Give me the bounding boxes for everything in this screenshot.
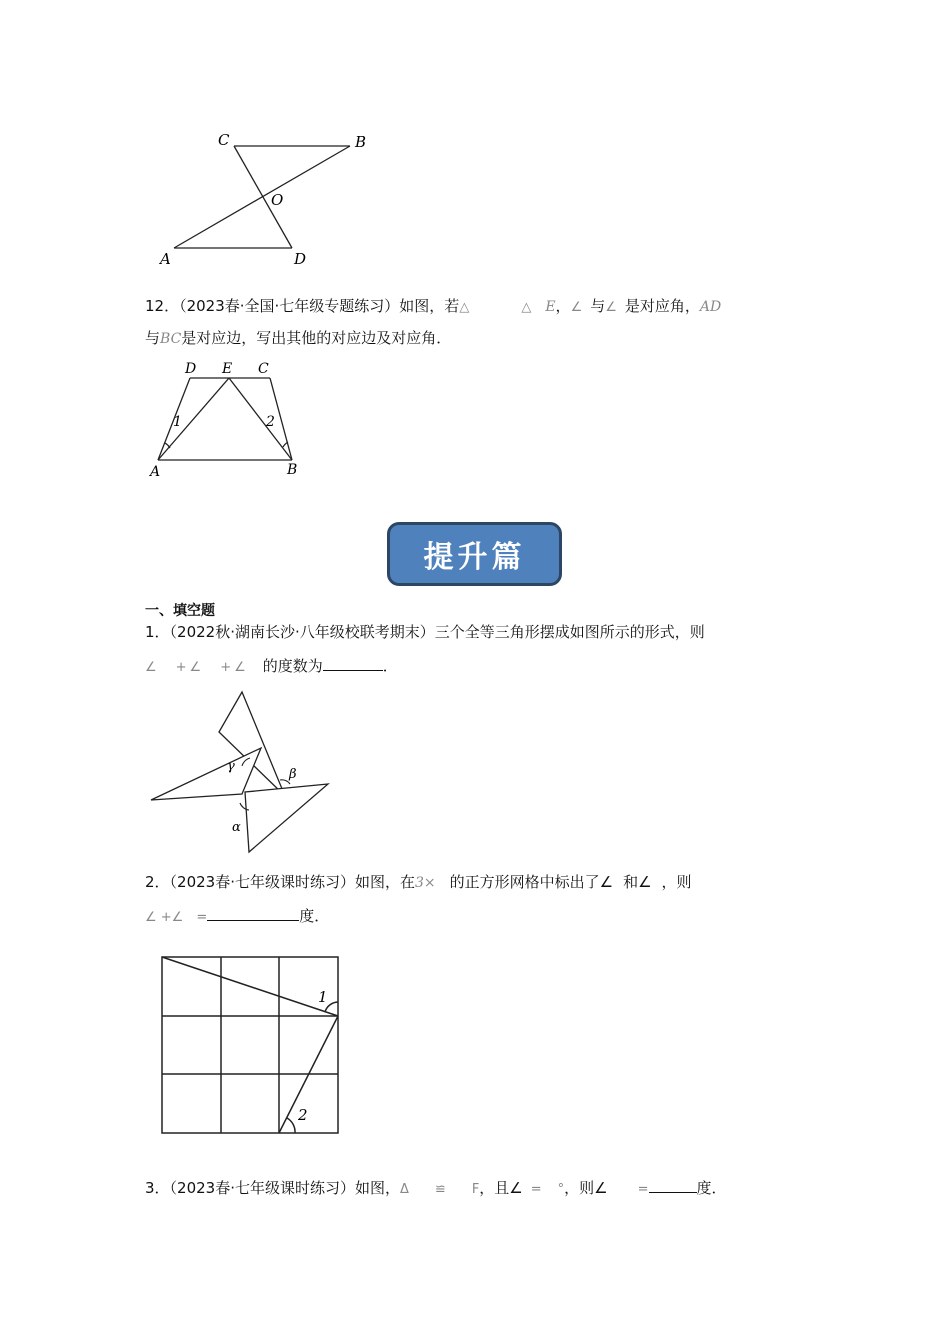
q2-answer-blank[interactable] — [207, 904, 299, 921]
q12-triangle-symbol: △ — [459, 300, 470, 315]
q3-congruent: ≌ — [434, 1182, 446, 1197]
q12-angle-2: ∠ — [605, 300, 617, 315]
q12-yu: 与 — [590, 297, 606, 315]
q12-bc: BC — [160, 331, 182, 347]
q3-line1 — [145, 1176, 727, 1200]
q12-line2 — [145, 328, 451, 349]
angle-2-arc — [287, 1118, 295, 1133]
label-d: D — [294, 250, 307, 268]
q2-line1 — [145, 872, 692, 893]
label-a: A — [150, 464, 161, 480]
q2-line2 — [145, 904, 329, 928]
q3-degree: ° — [557, 1182, 565, 1197]
grid-border — [162, 957, 338, 1133]
angle-1-arc — [165, 443, 170, 448]
section-banner — [387, 522, 562, 586]
q2-ze: ，则 — [661, 873, 692, 891]
q3-text3: ，则∠ — [564, 1179, 608, 1197]
label-o: O — [271, 191, 284, 209]
triangle-right — [245, 784, 328, 852]
figure-grid — [155, 950, 345, 1140]
label-c: C — [258, 361, 269, 377]
figure-crossed-triangles — [150, 125, 380, 275]
label-b: B — [287, 462, 298, 478]
label-a: A — [160, 250, 171, 268]
q3-unit: 度． — [696, 1179, 727, 1197]
q2-text2: 的正方形网格中标出了∠ — [449, 873, 614, 891]
q3-text2: ，且∠ — [479, 1179, 523, 1197]
label-c: C — [218, 131, 230, 149]
q2-number: 2． — [145, 873, 170, 891]
q12-line1 — [145, 296, 721, 318]
q12-ad: AD — [699, 299, 722, 315]
label-2: 2 — [298, 1106, 308, 1124]
q2-unit: 度． — [299, 907, 330, 925]
label-b: B — [355, 133, 367, 151]
q12-angle-1: ∠ — [570, 300, 583, 315]
q1-answer-blank[interactable] — [323, 654, 383, 671]
q2-text: （2023春·七年级课时练习）如图，在 — [169, 873, 415, 891]
q1-text: （2022秋·湖南长沙·八年级校联考期末）三个全等三角形摆成如图所示的形式，则 — [169, 623, 705, 641]
q12-source: （2023春·全国·七年级专题练习）如图，若 — [179, 297, 460, 315]
q2-angle-sum: ∠ +∠ = — [145, 910, 208, 925]
label-1: 1 — [318, 988, 328, 1006]
q1-line1 — [145, 622, 705, 642]
q12-ce: E — [545, 299, 556, 315]
figure-trapezoid — [145, 358, 315, 483]
q3-f: F — [471, 1182, 480, 1197]
q3-delta: Δ — [400, 1182, 409, 1197]
q12-number: 12． — [145, 297, 180, 315]
section-heading: 一、填空题 — [145, 603, 215, 619]
label-2: 2 — [266, 414, 275, 430]
q1-period: ． — [382, 657, 398, 675]
q1-line2 — [145, 654, 398, 678]
q3-equals: = — [530, 1182, 542, 1197]
banner-title: 提升篇 — [423, 540, 526, 575]
q1-line2-text: 的度数为 — [262, 657, 323, 675]
q3-number: 3． — [145, 1179, 170, 1197]
q1-angle-sum: ∠ +∠ +∠ — [145, 660, 249, 675]
q12-line2-tail: 是对应边，写出其他的对应边及对应角． — [181, 329, 452, 347]
q2-he: 和∠ — [623, 873, 652, 891]
q3-equals-2: = — [637, 1182, 649, 1197]
label-gamma: γ — [227, 759, 235, 774]
q3-text: （2023春·七年级课时练习）如图， — [169, 1179, 400, 1197]
q2-grid-size: 3× — [415, 875, 436, 891]
q12-tail: 是对应角， — [624, 297, 700, 315]
figure-three-triangles — [145, 688, 335, 858]
segment-ae — [158, 378, 229, 460]
q12-line2-yu: 与 — [145, 329, 161, 347]
q12-triangle-symbol-2: △ — [521, 300, 532, 315]
diagonal-1 — [162, 957, 338, 1016]
q1-number: 1． — [145, 623, 170, 641]
label-d: D — [185, 361, 197, 377]
label-1: 1 — [173, 414, 182, 430]
label-beta: β — [289, 767, 297, 782]
q12-comma: ， — [555, 297, 571, 315]
segment-ab — [174, 146, 350, 248]
label-e: E — [222, 361, 233, 377]
label-alpha: α — [232, 820, 241, 835]
segment-be — [229, 378, 292, 460]
q3-answer-blank[interactable] — [649, 1176, 697, 1193]
